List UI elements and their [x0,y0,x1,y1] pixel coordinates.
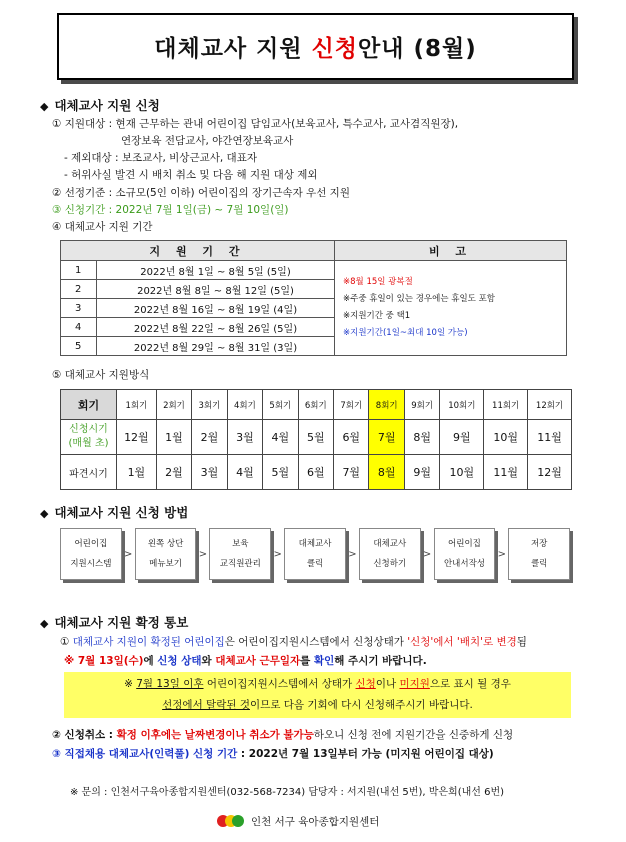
support-period-label: ④ 대체교사 지원 기간 [52,221,153,233]
notes-cell: ※8월 15일 광복절 ※주중 휴일이 있는 경우에는 휴일도 포함 ※지원기간 중 택1 ※지원기간(1일~최대 10일 가능) [335,261,567,356]
footer: 인천 서구 육아종합지원센터 [215,812,379,830]
diamond-bullet-icon: ◆ [40,617,49,630]
arrow-right-icon: > [124,548,133,560]
step-box: 저장 클릭 [508,528,570,580]
contact-line: ※ 문의 : 인천서구육아종합지원센터(032-568-7234) 담당자 : 서지원(내선 5번), 박은희(내선 6번) [70,787,505,798]
round-row: 회기 1회기 2회기 3회기 4회기 5회기 6회기 7회기 8회기 9회기 10회기 11회기 12회기 [61,390,572,420]
method-table [60,389,572,490]
support-period-table [60,240,567,356]
note-header: 비 고 [335,241,567,261]
apply-row: 신청시기 (매월 초) 12월 1월 2월 3월 4월 5월 6월 7월 8월 9월 10월 11월 [61,420,572,455]
arrow-right-icon: > [422,548,432,560]
diamond-bullet-icon: ◆ [40,507,49,520]
criteria-line: ② 선정기준 : 소규모(5인 이하) 어린이집의 장기근속자 우선 지원 [52,187,350,199]
step-box: 보육 교직원관리 [209,528,271,580]
arrow-right-icon: > [348,548,357,560]
table-row: 2 2022년 8월 8일 ~ 8월 12일 (5일) [61,280,567,299]
dispatch-row: 파견시기 1월 2월 3월 4월 5월 6월 7월 8월 9월 10월 11월 12월 [61,455,572,490]
arrow-right-icon: > [198,548,208,560]
step-box: 어린이집 안내서작성 [434,528,496,580]
notice-highlight-box: ※ 7월 13일 이후 어린이집지원시스템에서 상태가 신청이나 미지원으로 표시 될 경우 선정에서 탈락된 것이므로 다음 기회에 다시 신청해주시기 바랍니다. [64,672,571,718]
page-title: 대체교사 지원 신청안내 (8월) [154,36,477,62]
period-header: 지 원 기 간 [61,241,335,261]
exclude-line: - 제외대상 : 보조교사, 비상근교사, 대표자 [64,152,257,164]
confirm-line-1: ① 대체교사 지원이 확정된 어린이집은 어린이집지원시스템에서 신청상태가 '신청'에서 '배치'로 변경됨 [60,636,527,648]
confirm-line-2: ※ 7월 13일(수)에 신청 상태와 대체교사 근무일자를 확인해 주시기 바랍니다. [64,655,427,667]
method-label: ⑤ 대체교사 지원방식 [52,369,150,381]
center-logo-icon [215,812,245,830]
title-box [57,13,574,80]
step-box: 어린이집 지원시스템 [60,528,122,580]
false-info-line: - 허위사실 발견 시 배치 취소 및 다음 해 지원 대상 제외 [64,169,318,181]
arrow-right-icon: > [273,548,282,560]
table-row: 3 2022년 8월 16일 ~ 8월 19일 (4일) [61,299,567,318]
section-heading-apply: ◆ 대체교사 지원 신청 [40,98,160,113]
target-line-2: 연장보육 전담교사, 야간연장보육교사 [121,135,294,147]
table-row: 5 2022년 8월 29일 ~ 8월 31일 (3일) [61,337,567,356]
step-box: 대체교사 신청하기 [359,528,421,580]
arrow-right-icon: > [497,548,507,560]
section-heading-confirm: ◆ 대체교사 지원 확정 통보 [40,615,189,630]
step-box: 대체교사 클릭 [284,528,346,580]
target-line: ① 지원대상 : 현재 근무하는 관내 어린이집 담임교사(보육교사, 특수교사, 교사겸직원장), [52,118,459,130]
step-box: 왼쪽 상단 메뉴보기 [135,528,197,580]
cancel-line: ② 신청취소 : 확정 이후에는 날짜변경이나 취소가 불가능하오니 신청 전에 지원기간을 신중하게 신청 [52,729,514,741]
direct-hire-line: ③ 직접채용 대체교사(인력풀) 신청 기간 : 2022년 7월 13일부터 가능 (미지원 어린이집 대상) [52,748,494,760]
application-steps [60,526,570,582]
table-row: 4 2022년 8월 22일 ~ 8월 26일 (5일) [61,318,567,337]
section-heading-method: ◆ 대체교사 지원 신청 방법 [40,505,189,520]
diamond-bullet-icon: ◆ [40,100,49,113]
application-period-line: ③ 신청기간 : 2022년 7월 1일(금) ~ 7월 10일(일) [52,204,289,216]
table-row: 1 2022년 8월 1일 ~ 8월 5일 (5일) ※8월 15일 광복절 ※주중 휴일이 있는 경우에는 휴일도 포함 ※지원기간 중 택1 ※지원기간(1일~최대 10일 가능) [61,261,567,280]
